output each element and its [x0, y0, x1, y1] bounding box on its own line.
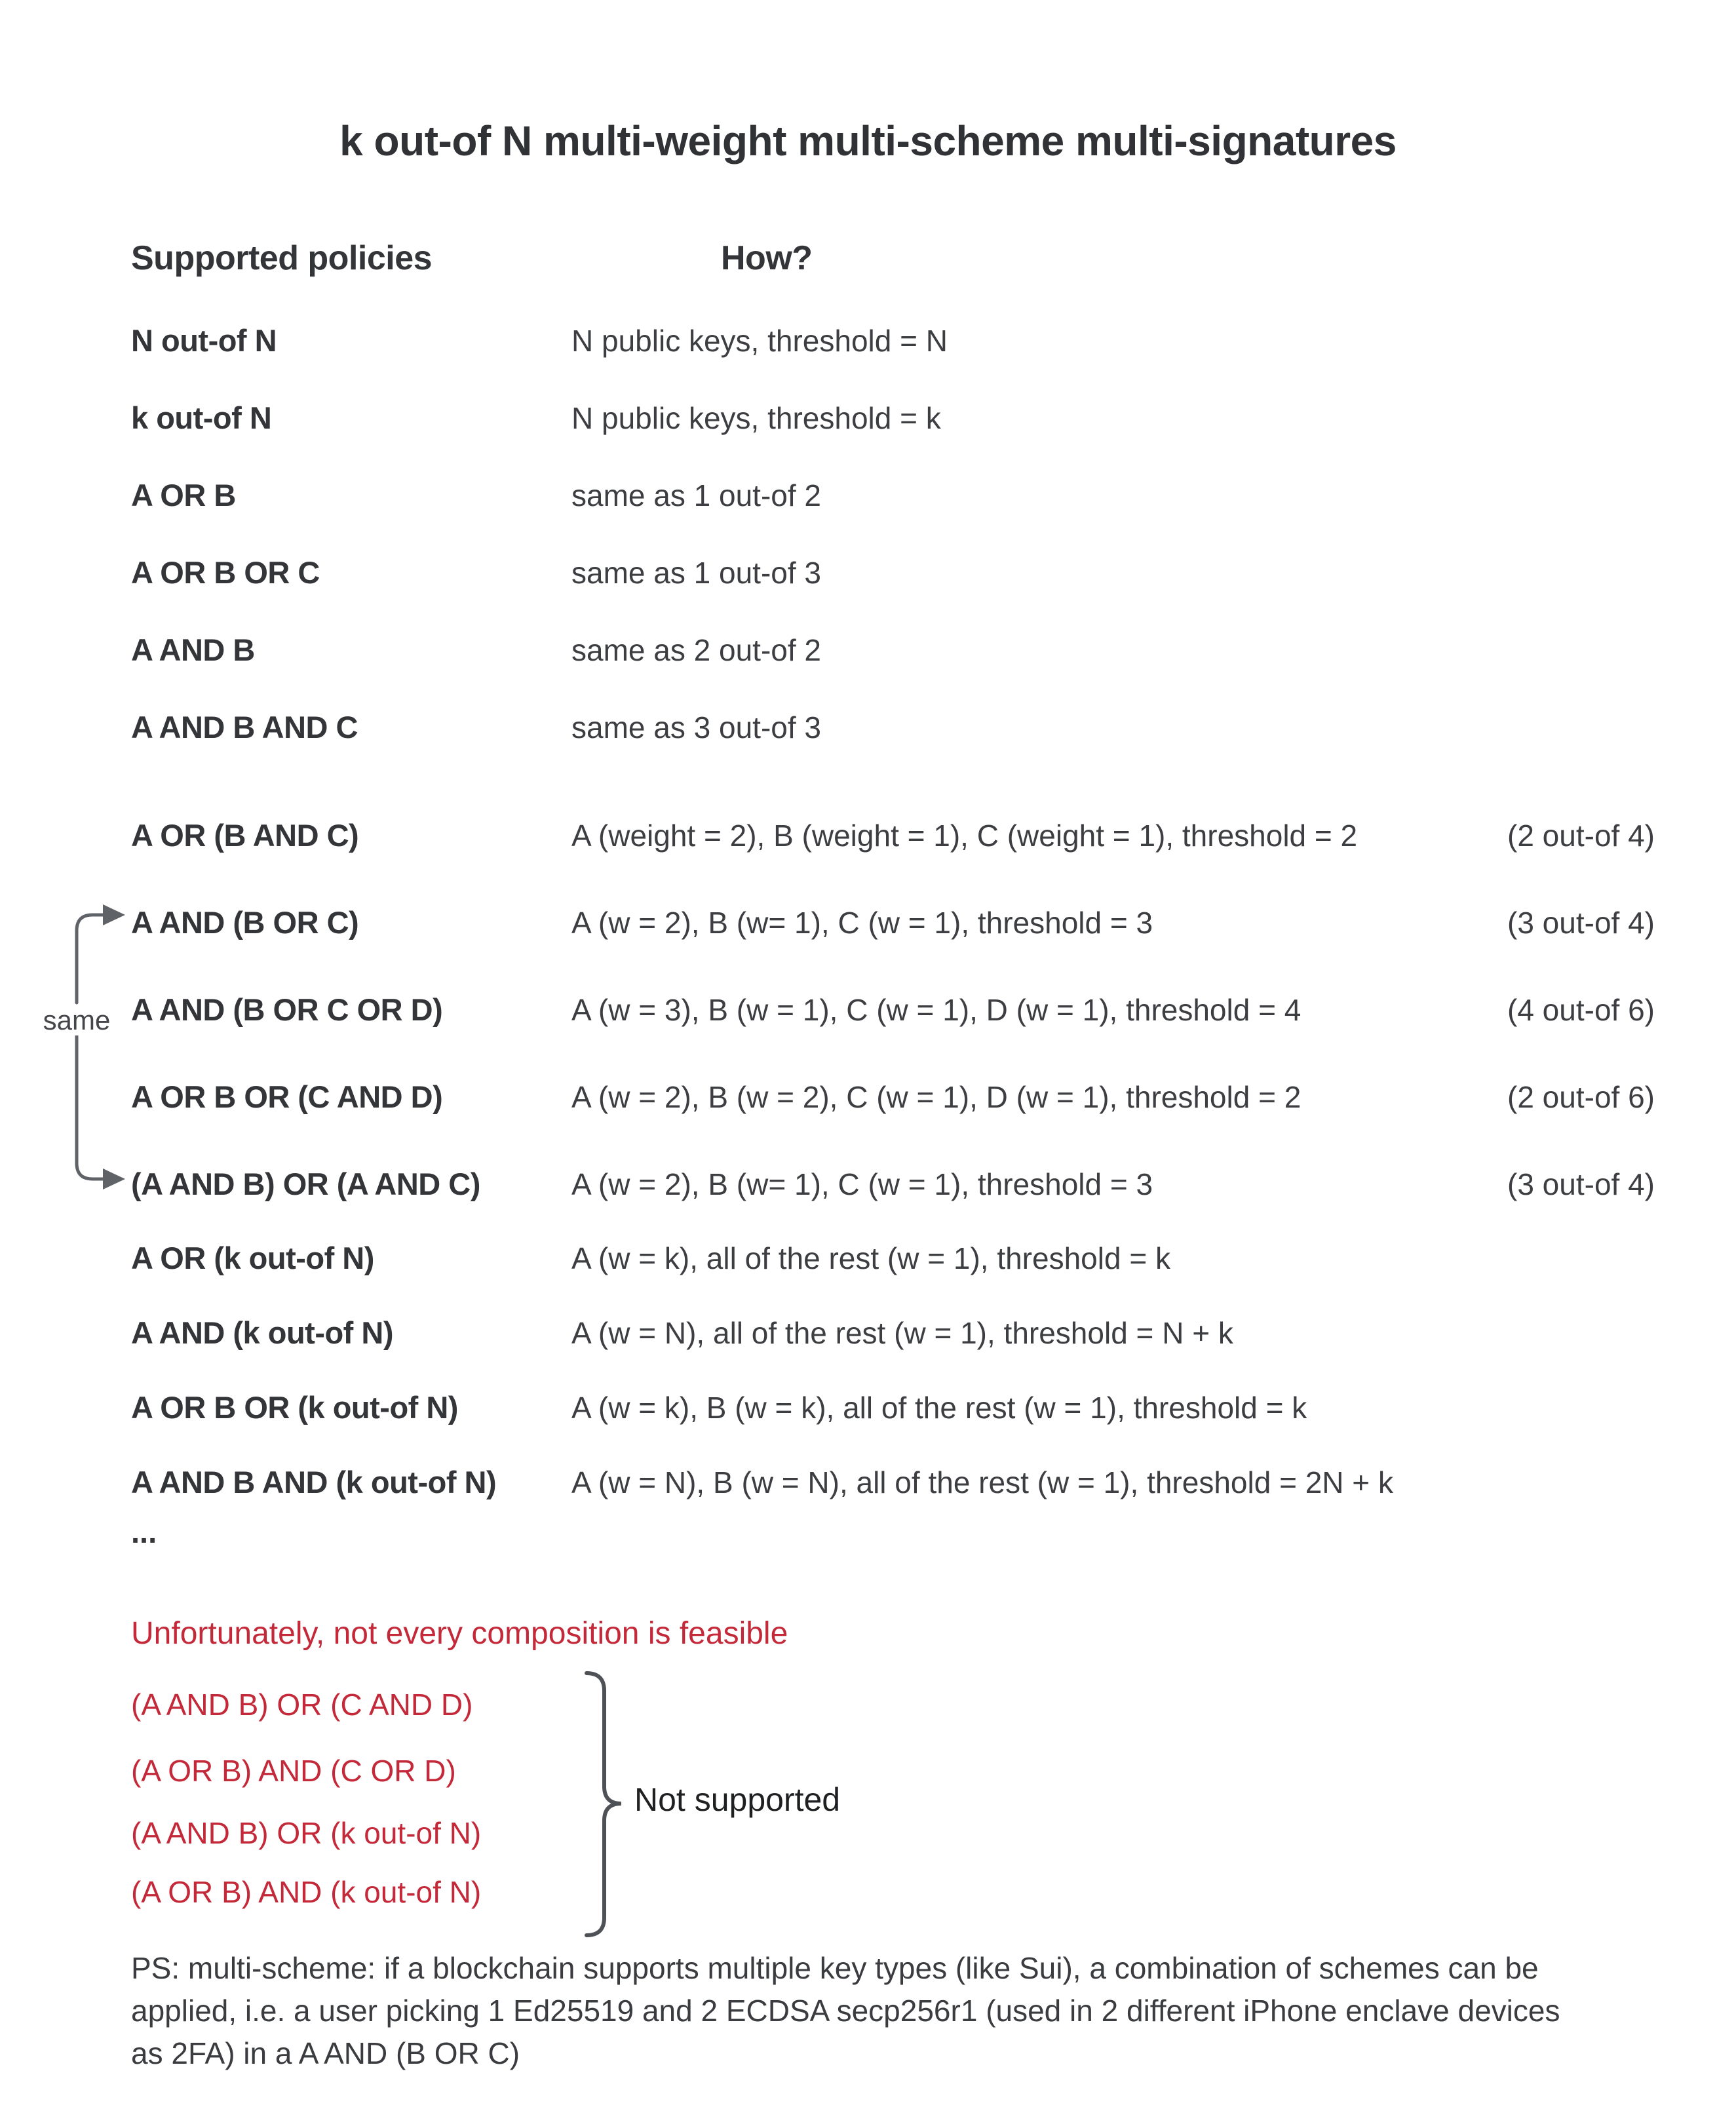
- policy-label: A OR B OR (C AND D): [131, 1079, 443, 1114]
- how-value: same as 1 out-of 2: [571, 478, 821, 512]
- how-value: same as 2 out-of 2: [571, 633, 821, 667]
- how-value: A (w = N), B (w = N), all of the rest (w = 1), threshold = 2N + k: [571, 1465, 1393, 1499]
- how-value: A (weight = 2), B (weight = 1), C (weight = 1), threshold = 2: [571, 819, 1358, 853]
- table-row: [0, 1464, 1736, 1503]
- how-value: A (w = k), B (w = k), all of the rest (w = 1), threshold = k: [571, 1391, 1307, 1425]
- policy-label: A AND B AND (k out-of N): [131, 1465, 497, 1499]
- table-row: [0, 1315, 1736, 1354]
- same-annotation-label: same: [24, 1005, 129, 1035]
- policy-label: k out-of N: [131, 400, 272, 435]
- table-row: [0, 400, 1736, 439]
- policy-label: A AND (B OR C): [131, 905, 359, 940]
- infeasible-item: (A AND B) OR (k out-of N): [131, 1816, 482, 1850]
- policy-label: A OR B OR C: [131, 555, 320, 590]
- equivalent-value: (2 out-of 4): [1507, 819, 1655, 853]
- policy-label: A AND (k out-of N): [131, 1315, 393, 1350]
- table-row: [0, 554, 1736, 594]
- how-value: same as 3 out-of 3: [571, 710, 821, 744]
- table-row: [0, 709, 1736, 748]
- table-row: [0, 322, 1736, 362]
- table-row: [0, 1240, 1736, 1279]
- how-value: A (w = 2), B (w= 1), C (w = 1), threshold = 3: [571, 906, 1153, 940]
- policy-label: A AND B: [131, 632, 255, 667]
- table-row: [0, 1389, 1736, 1429]
- ps-note-line: applied, i.e. a user picking 1 Ed25519 and 2 ECDSA secp256r1 (used in 2 different iPhone enclave devices: [131, 1994, 1560, 2028]
- column-header-supported-policies: Supported policies: [131, 239, 433, 277]
- policy-label: A OR (k out-of N): [131, 1241, 374, 1275]
- table-row: [0, 817, 1736, 857]
- how-value: A (w = 3), B (w = 1), C (w = 1), D (w = 1), threshold = 4: [571, 993, 1302, 1027]
- table-row: [0, 1079, 1736, 1118]
- table-row: [0, 1166, 1736, 1205]
- policy-label: (A AND B) OR (A AND C): [131, 1167, 480, 1201]
- infeasible-item: (A OR B) AND (k out-of N): [131, 1875, 482, 1909]
- equivalent-value: (3 out-of 4): [1507, 906, 1655, 940]
- how-value: N public keys, threshold = k: [571, 401, 941, 435]
- infeasible-item: (A OR B) AND (C OR D): [131, 1754, 456, 1788]
- page-title: k out-of N multi-weight multi-scheme multi-signatures: [339, 117, 1397, 164]
- same-arrow-connector-icon: [0, 0, 170, 1245]
- table-row: [0, 632, 1736, 671]
- policy-label: A OR B OR (k out-of N): [131, 1390, 458, 1425]
- how-value: A (w = k), all of the rest (w = 1), threshold = k: [571, 1241, 1170, 1275]
- how-value: A (w = 2), B (w= 1), C (w = 1), threshold = 3: [571, 1167, 1153, 1201]
- equivalent-value: (2 out-of 6): [1507, 1080, 1655, 1114]
- column-header-how: How?: [721, 239, 813, 277]
- ps-note-line: PS: multi-scheme: if a blockchain supports multiple key types (like Sui), a combination of schemes can be: [131, 1951, 1539, 1985]
- not-supported-label: Not supported: [634, 1781, 841, 1818]
- infeasible-heading: Unfortunately, not every composition is feasible: [131, 1616, 788, 1651]
- policy-label: A AND B AND C: [131, 710, 358, 744]
- equivalent-value: (4 out-of 6): [1507, 993, 1655, 1027]
- table-row: [0, 904, 1736, 944]
- ps-note-line: as 2FA) in a A AND (B OR C): [131, 2036, 520, 2070]
- table-row: [0, 477, 1736, 516]
- infeasible-item: (A AND B) OR (C AND D): [131, 1688, 473, 1722]
- policy-label: A AND (B OR C OR D): [131, 992, 443, 1027]
- how-value: A (w = N), all of the rest (w = 1), threshold = N + k: [571, 1316, 1233, 1350]
- equivalent-value: (3 out-of 4): [1507, 1167, 1655, 1201]
- how-value: same as 1 out-of 3: [571, 556, 821, 590]
- table-row: [0, 992, 1736, 1031]
- policy-label: A OR (B AND C): [131, 818, 359, 853]
- ellipsis: ...: [131, 1515, 157, 1549]
- how-value: A (w = 2), B (w = 2), C (w = 1), D (w = 1), threshold = 2: [571, 1080, 1302, 1114]
- policy-label: N out-of N: [131, 323, 277, 358]
- how-value: N public keys, threshold = N: [571, 324, 948, 358]
- policy-label: A OR B: [131, 478, 236, 512]
